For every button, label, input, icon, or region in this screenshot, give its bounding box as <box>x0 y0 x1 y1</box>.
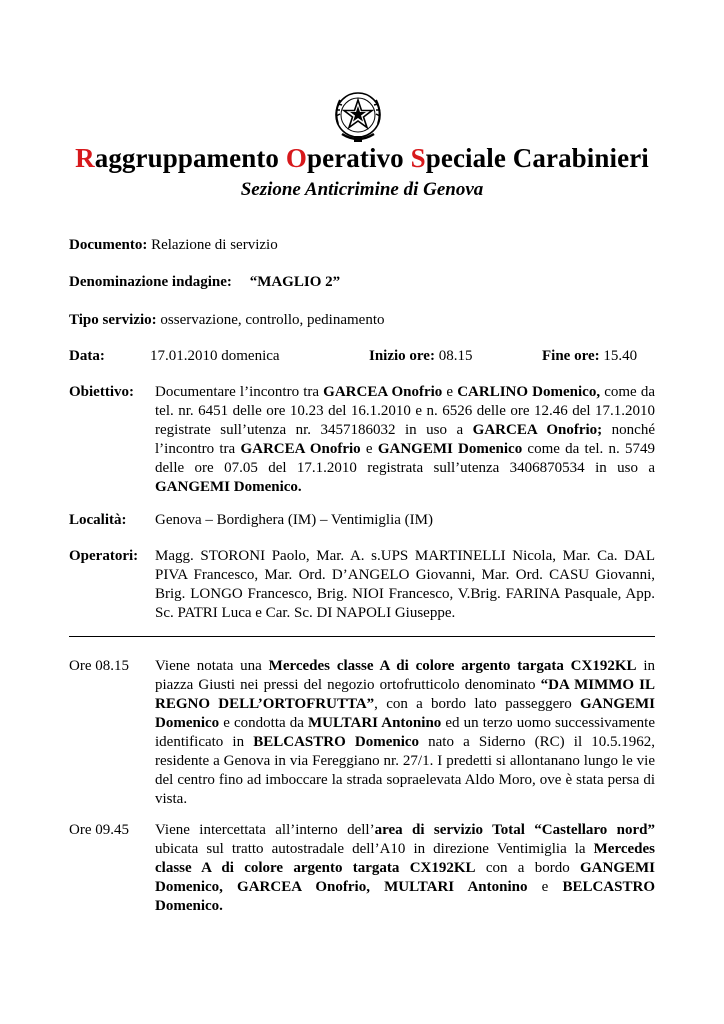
timeline-time: Ore 09.45 <box>69 822 129 838</box>
text-run: con a bordo <box>475 860 581 876</box>
text-run: Magg. STORONI Paolo, Mar. A. s.UPS MARTINELLI Nicola, Mar. Ca. DAL PIVA Francesco, Mar. Ord. D’ANGELO Giovanni, Mar. Ord. CASU Giovanni, Brig. LONGO Francesco, Brig. NIOI Francesco, V.Brig. FARINA Pasquale, App. Sc. PATRI Luca e Car. Sc. DI NAPOLI Giuseppe. <box>155 548 655 621</box>
inizio-label: Inizio ore: <box>369 348 435 364</box>
title-text: aggruppamento <box>94 143 286 173</box>
bold-text-run: MULTARI Antonino <box>307 715 442 731</box>
timeline-entry-text <box>155 657 655 809</box>
bold-text-run: GARCEA Onofrio <box>240 441 361 457</box>
indagine-field <box>69 273 340 292</box>
text-run: e <box>360 441 378 457</box>
text-run: nonché l’incontro tra <box>155 422 655 457</box>
bold-text-run: GARCEA Onofrio <box>323 384 443 400</box>
fine-value: 15.40 <box>603 348 638 364</box>
bold-text-run: Mercedes classe A di colore argento targata CX192KL <box>268 658 637 674</box>
text-run: e <box>442 384 458 400</box>
text-run: Documentare l’incontro tra <box>155 384 324 400</box>
text-run: in piazza Giusti nei pressi del negozio ortofrutticolo denominato <box>155 658 655 693</box>
text-run: ubicata sul tratto autostradale dell’A10 in direzione Ventimiglia la <box>155 841 594 857</box>
documento-field <box>69 236 278 255</box>
text-run: nato a Siderno (RC) il 10.5.1962, residente a Genova in via Fereggiano nr. 27/1. I predetti si allontanano lungo le vie del centro fino ad imboccare la strada sopraelevata Aldo Moro, ove è stata persa di vista. <box>155 734 655 807</box>
bold-text-run: BELCASTRO Domenico. <box>155 879 655 914</box>
bold-text-run: GANGEMI Domenico <box>155 696 655 731</box>
bold-text-run: BELCASTRO Domenico <box>253 734 420 750</box>
obiettivo-label: Obiettivo: <box>69 384 134 400</box>
bold-text-run: GANGEMI Domenico <box>377 441 523 457</box>
text-run: Viene notata una <box>155 658 269 674</box>
data-label: Data: <box>69 348 105 364</box>
italian-republic-emblem-icon <box>330 86 386 148</box>
tipo-servizio-field <box>69 311 385 330</box>
text-run: come da tel. n. 5749 delle ore 07.05 del 17.1.2010 registrata sull’utenza 3406870534 in uso a <box>155 441 655 476</box>
tipo-servizio-value: osservazione, controllo, pedinamento <box>160 312 385 328</box>
tipo-servizio-label: Tipo servizio: <box>69 312 157 328</box>
operatori-text <box>155 547 655 623</box>
title-text: peciale Carabinieri <box>425 143 649 173</box>
bold-text-run: “DA MIMMO IL REGNO DELL’ORTOFRUTTA” <box>155 677 655 712</box>
indagine-value: “MAGLIO 2” <box>249 274 341 290</box>
bold-text-run: Mercedes classe A di colore argento targata CX192KL <box>155 841 655 876</box>
page-subtitle: Sezione Anticrimine di Genova <box>240 179 484 200</box>
title-initial: O <box>285 143 307 173</box>
obiettivo-text <box>155 383 655 497</box>
fine-label: Fine ore: <box>542 348 600 364</box>
bold-text-run: CARLINO Domenico, <box>457 384 601 400</box>
section-divider <box>69 636 655 637</box>
localita-label: Località: <box>69 512 127 528</box>
timeline-entry-text <box>155 821 655 916</box>
bold-text-run: area di servizio Total “Castellaro nord” <box>374 822 656 838</box>
bold-text-run: GANGEMI Domenico. <box>155 479 302 495</box>
title-text: perativo <box>307 143 411 173</box>
inizio-field <box>369 347 472 366</box>
title-initial: R <box>75 143 95 173</box>
text-run: ed un terzo uomo successivamente identificato in <box>155 715 655 750</box>
fine-field <box>542 347 637 366</box>
text-run: e <box>527 879 563 895</box>
timeline-time: Ore 08.15 <box>69 658 129 674</box>
data-value: 17.01.2010 domenica <box>150 348 280 364</box>
title-initial: S <box>410 143 426 173</box>
text-run: come da tel. nr. 6451 delle ore 10.23 del 16.1.2010 e n. 6526 delle ore 12.46 del 17.1.2010 registrate sull’utenza nr. 3457186032 in uso a <box>155 384 655 438</box>
bold-text-run: GANGEMI Domenico, GARCEA Onofrio, MULTARI Antonino <box>155 860 656 895</box>
indagine-label: Denominazione indagine: <box>69 274 232 290</box>
page-title <box>0 143 724 174</box>
documento-label: Documento: <box>69 237 148 253</box>
documento-value: Relazione di servizio <box>151 237 278 253</box>
text-run: , con a bordo lato passeggero <box>374 696 580 712</box>
text-run: e condotta da <box>219 715 308 731</box>
localita-value: Genova – Bordighera (IM) – Ventimiglia (IM) <box>155 512 433 528</box>
text-run: Viene intercettata all’interno dell’ <box>155 822 375 838</box>
operatori-label: Operatori: <box>69 548 139 564</box>
bold-text-run: GARCEA Onofrio; <box>472 422 603 438</box>
inizio-value: 08.15 <box>438 348 473 364</box>
